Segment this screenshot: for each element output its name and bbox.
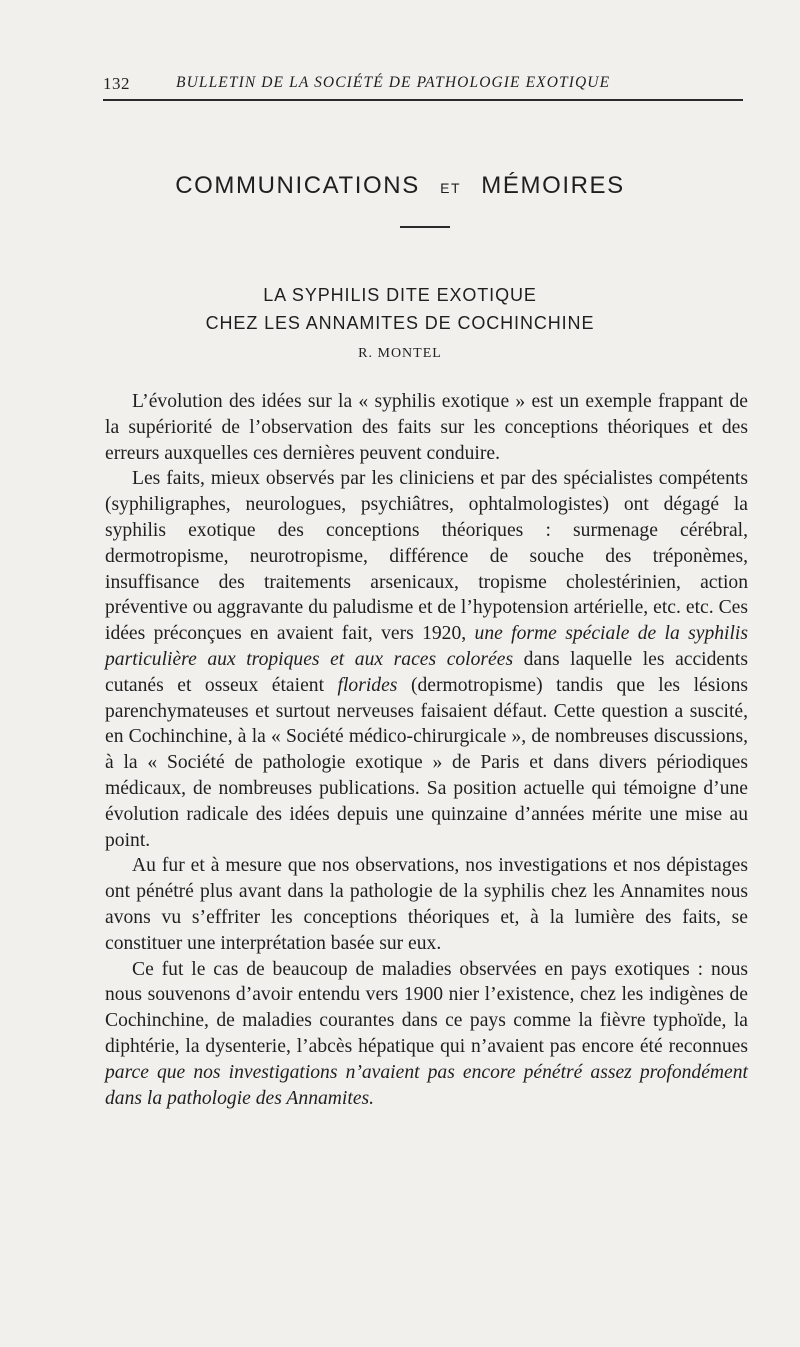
paragraph-1: L’évolution des idées sur la « syphilis exotique » est un exemple frappant de la supériorité de l’observation des faits sur les conceptions théoriques et des erreurs auxquelles ces dernières peuvent conduire. [105, 391, 748, 464]
paragraph-2-italic-2: florides [337, 674, 398, 696]
article-title-line2: CHEZ LES ANNAMITES DE COCHINCHINE [205, 313, 595, 333]
section-title [0, 172, 800, 200]
paragraph-4-italic: parce que nos investigations n’avaient pas encore pénétré assez profondément dans la pathologie des Annamites. [105, 1061, 748, 1109]
section-title-word2: MÉMOIRES [481, 172, 625, 199]
article-title-line1: LA SYPHILIS DITE EXOTIQUE [263, 285, 537, 305]
paragraph-2-italic-1: une forme spéciale de la syphilis particulière aux tropiques et aux races colorées [105, 623, 748, 670]
paragraph-4 [105, 957, 748, 1112]
article-author: R. MONTEL [358, 346, 442, 361]
running-header [103, 72, 743, 102]
paragraph-2-part-b: dans laquelle les accidents cutanés et osseux étaient [105, 648, 748, 696]
page-number: 132 [103, 74, 130, 93]
journal-title: BULLETIN DE LA SOCIÉTÉ DE PATHOLOGIE EXOTIQUE [176, 74, 611, 91]
section-title-word1: COMMUNICATIONS [175, 172, 420, 199]
paragraph-2 [105, 466, 748, 853]
section-divider [400, 226, 450, 228]
paragraph-4-part-a: Ce fut le cas de beaucoup de maladies observées en pays exotiques : nous nous souvenons d’avoir entendu vers 1900 nier l’existence, chez les indigènes de Cochinchine, de maladies courantes dans ce pays comme la fièvre typhoïde, la diphtérie, la dysenterie, l’abcès hépatique qui n’avaient pas encore été reconnues [105, 958, 748, 1057]
paragraph-2-part-a: Les faits, mieux observés par les cliniciens et par des spécialistes compétents (syphiligraphes, neurologues, psychiâtres, ophtalmologistes) ont dégagé la syphilis exotique des conceptions théoriques : surmenage cérébral, dermotropisme, neurotropisme, différence de souche des tréponèmes, insuffisance des traitements arsenicaux, tropisme cholestérinien, action préventive ou aggravante du paludisme et de l’hypotension artérielle, etc. etc. Ces idées préconçues en avaient fait, vers 1920, [105, 468, 748, 645]
header-rule [103, 99, 743, 101]
paragraph-2-part-c: (dermotropisme) tandis que les lésions parenchymateuses et surtout nerveuses faisaient défaut. Cette question a suscité, en Cochinchine, à la « Société médico-chirurgicale », de nombreuses discussions, à la « Société de pathologie exotique » de Paris et dans divers périodiques médicaux, de nombreuses publications. Sa position actuelle qui témoigne d’une évolution radicale des idées depuis une quinzaine d’années mérite une mise au point. [105, 674, 748, 851]
section-title-connector: ET [440, 180, 462, 196]
paragraph-3: Au fur et à mesure que nos observations, nos investigations et nos dépistages ont pénétré plus avant dans la pathologie de la syphilis chez les Annamites nous avons vu s’effriter les conceptions théoriques et, à la lumière des faits, se constituer une interprétation basée sur eux. [105, 855, 748, 954]
article-body [105, 389, 748, 1111]
